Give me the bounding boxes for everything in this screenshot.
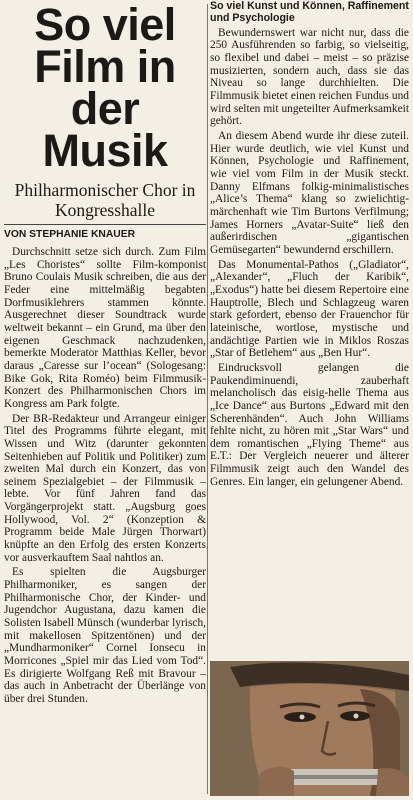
right-column	[210, 0, 409, 796]
paragraph: Der BR-Redakteur und Arrangeur einiger Titel des Programms führte elegant, mit Wissen und Witz (darunter gekonnten Seitenhieben auf Politik und Politiker) zum zweiten Mal durch ein Konzert, das von seinem Spezialgebiet – der Filmmusik – lebte. Vor fünf Jahren fand das Vorgängerprojekt statt. „Augsburg goes Hollywood, Vol. 2“ (Konzeption & Programm beide Male Jürgen Thorwart) knüpfte an den Erfolg des ersten Konzerts vor ausverkauftem Saal nahtlos an.	[4, 412, 206, 564]
paragraph: An diesem Abend wurde ihr diese zuteil. Hier wurde deutlich, wie viel Kunst und Können, Psychologie und Raffinement, wie viel vom Film in der Musik steckt. Danny Elfmans folkig-minimalistisches „Alice’s Thema“ klang so zwielichtig-märchenhaft wie Tim Burtons Verfilmung; James Horners „Avatar-Suite“ ließ den außerirdischen „gigantischen Gemüsegarten“ bewundernd erschillern.	[210, 130, 409, 256]
column-rule	[207, 4, 208, 794]
harmonica-player-photo	[210, 661, 409, 796]
divider	[4, 224, 206, 225]
section-heading: So viel Kunst und Können, Raffinement und Psychologie	[210, 0, 409, 25]
paragraph: Das Monumental-Pathos („Gladiator“, „Alexander“, „Fluch der Karibik“, „Exodus“) hatte bei diesem Repertoire eine Hauptrolle, Blech und Schlagzeug waren stark gefordert, ebenso der Frauenchor für lateinische, wortlose, mystische und andächtige Partien wie in Miklos Roszas „Star of Betlehem“ aus „Ben Hur“.	[210, 258, 409, 360]
photo-illustration	[210, 661, 409, 796]
paragraph: Es spielten die Augsburger Philharmoniker, es sangen der Philharmonische Chor, der Kinder- und Jugendchor Augustana, dazu kamen die Solisten Isabell Münsch (wunderbar lyrisch, mit makellosen Spitzentönen) und der „Mundharmoniker“ Cornel Ionsecu in Morricones „Spiel mir das Lied vom Tod“. Es dirigierte Wolfgang Reß mit Bravour – das auch in Anbetracht der Überlänge von über drei Stunden.	[4, 566, 206, 705]
subheadline: Philharmonischer Chor in Kongresshalle	[14, 180, 196, 220]
article-body-right	[210, 27, 409, 489]
paragraph: Durchschnitt setze sich durch. Zum Film „Les Choristes“ sollte Film-komponist Bruno Coulais Musik schreiben, die aus der Feder eine mittelmäßig begabten Dorfmusiklehrers stammen könnte. Ausgerechnet dieser Soundtrack wurde weltweit bekannt – ein Grund, ma über den eigenen Geschmack nachzudenken, bemerkte Moderator Matthias Keller, bevor daraus „Caresse sur l’ocean“ (Sologesang: Bike Gok, Rita Roméo) beim Filmmusik-Konzert des Philharmonischen Chors im Kongress am Park folgte.	[4, 246, 206, 410]
headline: So viel Film in der Musik	[34, 0, 176, 176]
paragraph: Eindrucksvoll gelangen die Paukendiminuendi, zauberhaft melancholisch das eisig-helle Thema aus „Ice Dance“ aus Burtons „Edward mit den Scherenhänden“. Auch John Williams fehlte nicht, zu hören mit „Star Wars“ und dem romantischen „Flying Theme“ aus E.T.: Der Vergleich neuerer und älterer Filmmusik zeigt auch den Wandel des Genres. Ein langer, ein gelungener Abend.	[210, 361, 409, 488]
article-body-left	[4, 246, 206, 706]
byline: VON STEPHANIE KNAUER	[4, 229, 136, 240]
paragraph: Bewundernswert war nicht nur, dass die 250 Ausführenden so farbig, so vielseitig, so flexibel und dabei – meist – so präzise musizierten, sondern auch, dass sie das Niveau so lange durchhielten. Die Filmmusik bietet einen reichen Fundus und wird selten mit ungeteilter Aufmerksamkeit gehört.	[210, 26, 409, 128]
left-column	[4, 0, 206, 796]
